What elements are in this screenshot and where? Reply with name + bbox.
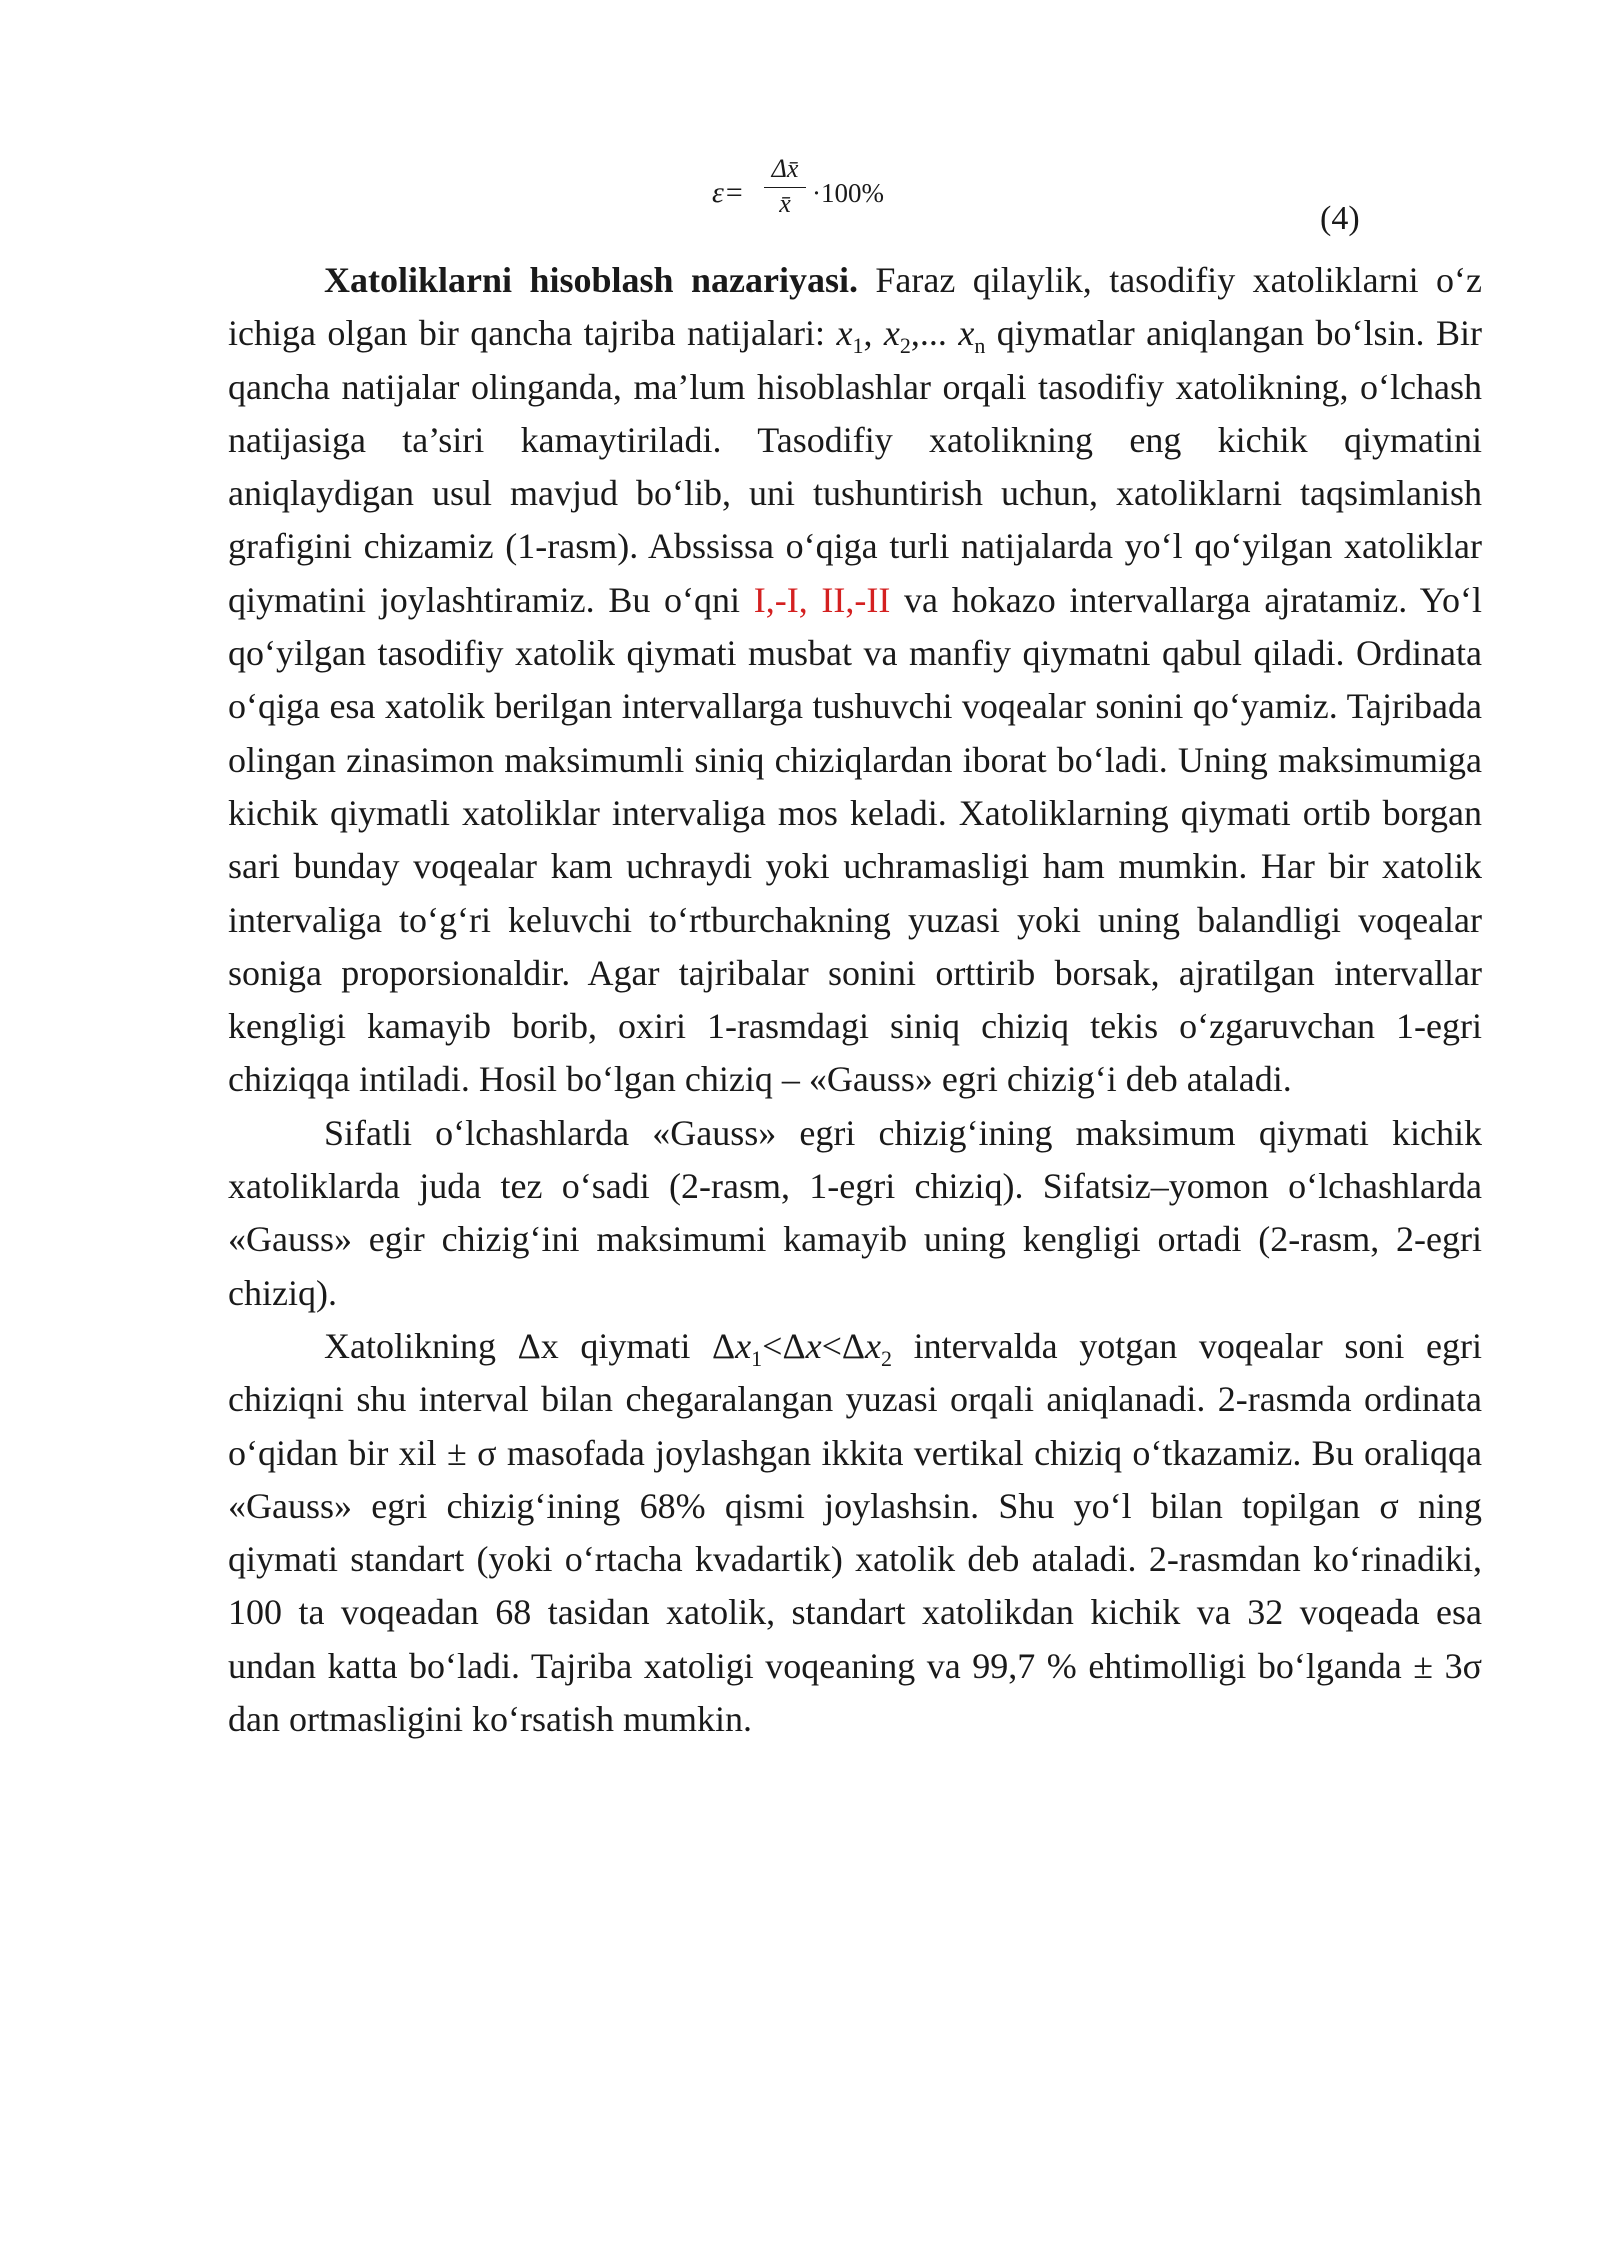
variable-x: x — [805, 1325, 822, 1366]
separator: , — [863, 313, 884, 354]
variable-x: x — [958, 313, 975, 354]
paragraph-theory — [228, 254, 1482, 1107]
paragraph-text: qiymatlar aniqlangan bo‘lsin. Bir qancha natijalar olinganda, ma’lum hisoblashlar orqali tasodifiy xatolikning, o‘lchash natijasiga ta’siri kamaytiriladi. Tasodifiy xatolikning eng kichik qiymatini aniqlaydigan usul mavjud bo‘lib, uni tushuntirish uchun, xatoliklarni taqsimlanish grafigini chizamiz (1-rasm). Abssissa o‘qiga turli natijalarda yo‘l qo‘yilgan xatoliklar qiymatini joylashtiramiz. Bu o‘qni — [228, 313, 1483, 620]
paragraph-sigma — [228, 1320, 1482, 1746]
paragraph-text: Xatolikning Δx qiymati Δ — [324, 1325, 736, 1366]
equation-number: (4) — [1320, 200, 1360, 237]
formula-numerator: Δx̄ — [771, 154, 799, 183]
subscript: 2 — [899, 333, 911, 359]
variable-x: x — [883, 313, 900, 354]
body-text — [228, 254, 1482, 1746]
subscript: 1 — [852, 333, 864, 359]
subscript: 1 — [751, 1346, 763, 1372]
formula-denominator: x̄ — [779, 189, 791, 218]
variable-x: x — [865, 1325, 882, 1366]
formula-lhs: ε= — [712, 176, 745, 209]
variable-x: x — [735, 1325, 752, 1366]
operator: <Δ — [762, 1325, 806, 1366]
section-heading: Xatoliklarni hisoblash nazariyasi. — [324, 260, 858, 300]
formula-fraction — [764, 152, 806, 220]
separator: ,... — [910, 313, 959, 354]
paragraph-text: va hokazo intervallarga ajratamiz. Yo‘l qo‘yilgan tasodifiy xatolik qiymati musbat va manfiy qiymatni qabul qiladi. Ordinata o‘qiga esa xatolik berilgan intervallarga tushuvchi voqealar sonini qo‘yamiz. Tajribada olingan zinasimon maksimumli siniq chiziqlardan iborat bo‘ladi. Uning maksimumiga kichik qiymatli xatoliklar intervaliga mos keladi. Xatoliklarning qiymati ortib borgan sari bunday voqealar kam uchraydi yoki uchramasligi ham mumkin. Har bir xatolik intervaliga to‘g‘ri keluvchi to‘rtburchakning yuzasi yoki uning balandligi voqealar soniga proporsionaldir. Agar tajribalar sonini orttirib borsak, ajratilgan intervallar kengligi kamayib borib, oxiri 1-rasmdagi siniq chiziq tekis o‘zgaruvchan 1-egri chiziqqa intiladi. Hosil bo‘lgan chiziq – «Gauss» egri chizig‘i deb ataladi. — [228, 579, 1483, 1100]
operator: <Δ — [821, 1325, 866, 1366]
relative-error-formula — [712, 152, 912, 242]
paragraph-text: Faraz qilaylik, tasodifiy xatoliklarni o‘z ichiga olgan bir qancha tajriba natijalari: — [228, 260, 1482, 354]
subscript: 2 — [881, 1346, 893, 1372]
paragraph-gauss: Sifatli o‘lchashlarda «Gauss» egri chizig‘ining maksimum qiymati kichik xatoliklarda juda tez o‘sadi (2-rasm, 1-egri chiziq). Sifatsiz–yomon o‘lchashlarda «Gauss» egir chizig‘ini maksimumi kamayib uning kengligi ortadi (2-rasm, 2-egri chiziq). — [228, 1112, 1482, 1313]
subscript: n — [974, 333, 986, 359]
paragraph-text: intervalda yotgan voqealar soni egri chiziqni shu interval bilan chegaralangan yuzasi orqali aniqlanadi. 2-rasmda ordinata o‘qidan bir xil ± σ masofada joylashgan ikkita vertikal chiziq o‘tkazamiz. Bu oraliqqa «Gauss» egri chizig‘ining 68% qismi joylashsin. Shu yo‘l bilan topilgan σ ning qiymati standart (yoki o‘rtacha kvadartik) xatolik deb ataladi. 2-rasmdan ko‘rinadiki, 100 ta voqeadan 68 tasidan xatolik, standart xatolikdan kichik va 32 voqeada esa undan katta bo‘ladi. Tajriba xatoligi voqeaning va 99,7 % ehtimolligi bo‘lganda ± 3σ dan ortmasligini ko‘rsatish mumkin. — [228, 1325, 1482, 1740]
variable-x: x — [836, 313, 853, 354]
highlighted-intervals: I,-I, II,-II — [753, 579, 891, 620]
formula-rhs: ·100% — [812, 178, 884, 208]
